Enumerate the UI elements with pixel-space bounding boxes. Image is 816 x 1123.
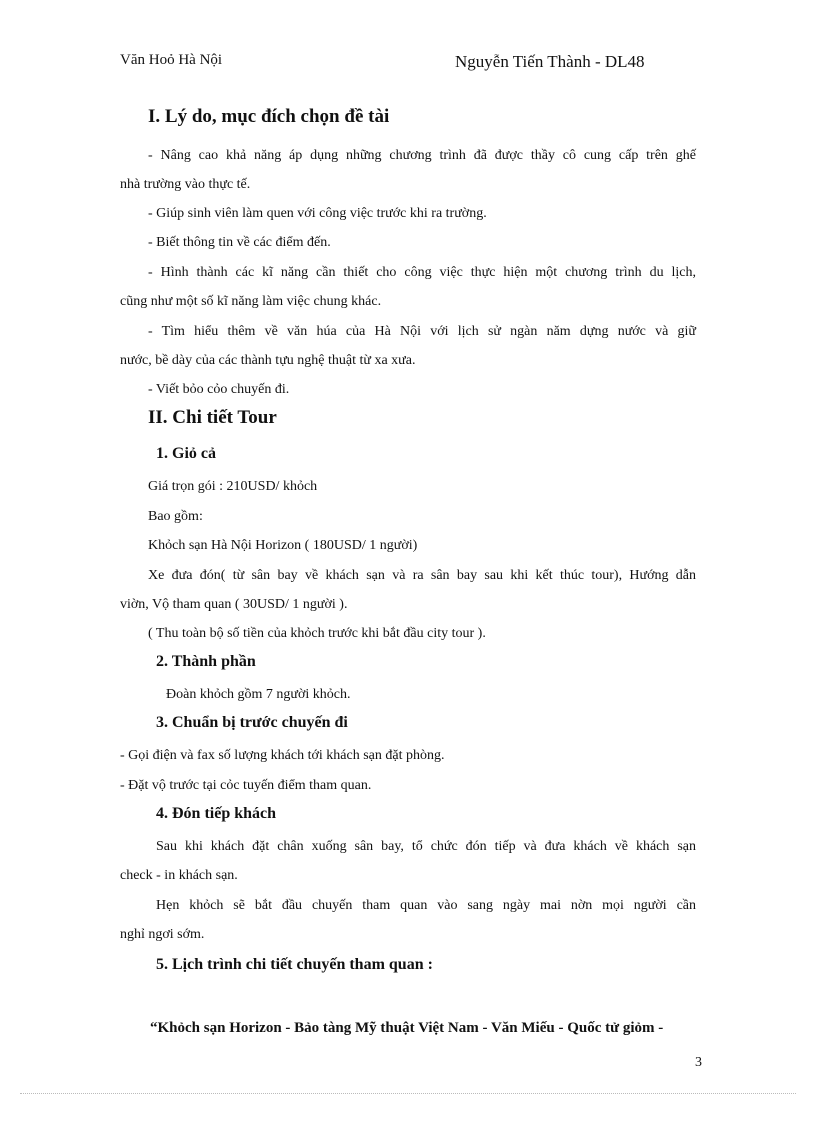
section-1-heading: I. Lý do, mục đích chọn đề tài (148, 106, 390, 127)
header-right-author: Nguyễn Tiến Thành - DL48 (455, 52, 645, 71)
section-2-heading: II. Chi tiết Tour (148, 407, 277, 428)
header-left-title: Văn Hoỏ Hà Nội (120, 52, 223, 68)
paragraph-line: - Hình thành các kĩ năng cần thiết cho công việc thực hiện một chương trình du lịch, (148, 265, 696, 280)
paragraph-line: Khỏch sạn Hà Nội Horizon ( 180USD/ 1 người) (148, 538, 418, 553)
subsection-heading: 4. Đón tiếp khách (156, 805, 277, 822)
page-number: 3 (695, 1055, 702, 1070)
paragraph-line: - Đặt vộ trước tại cỏc tuyến điểm tham quan. (120, 778, 372, 793)
paragraph-line: Sau khi khách đặt chân xuống sân bay, tổ chức đón tiếp và đưa khách về khách sạn (156, 839, 696, 854)
route-quote: “Khỏch sạn Horizon - Bảo tàng Mỹ thuật Việt Nam - Văn Miếu - Quốc tử giỏm - (150, 1020, 664, 1036)
subsection-heading: 3. Chuẩn bị trước chuyến đi (156, 714, 348, 731)
paragraph-line: Hẹn khỏch sẽ bắt đầu chuyến tham quan vào sang ngày mai nờn mọi người cần (156, 898, 696, 913)
paragraph-line: - Gọi điện và fax số lượng khách tới khách sạn đặt phòng. (120, 748, 445, 763)
paragraph-line: nghỉ ngơi sớm. (120, 927, 205, 942)
paragraph-line: check - in khách sạn. (120, 868, 238, 883)
paragraph-line: - Nâng cao khả năng áp dụng những chương trình đã được thầy cô cung cấp trên ghế (148, 148, 696, 163)
paragraph-line: Xe đưa đón( từ sân bay về khách sạn và ra sân bay sau khi kết thúc tour), Hướng dẫn (148, 568, 696, 583)
paragraph-line: nước, bề dày của các thành tựu nghệ thuật từ xa xưa. (120, 353, 416, 368)
paragraph-line: Đoàn khỏch gồm 7 người khỏch. (166, 687, 351, 702)
paragraph-line: - Biết thông tin về các điểm đến. (148, 235, 331, 250)
paragraph-line: nhà trường vào thực tế. (120, 177, 251, 192)
subsection-heading: 1. Giỏ cả (156, 445, 216, 462)
page-footer-divider (20, 1093, 796, 1094)
paragraph-line: Giá trọn gói : 210USD/ khỏch (148, 479, 318, 494)
paragraph-line: ( Thu toàn bộ số tiền của khỏch trước khi bắt đầu city tour ). (148, 626, 486, 641)
paragraph-line: - Giúp sinh viên làm quen với công việc trước khi ra trường. (148, 206, 487, 221)
subsection-heading: 2. Thành phần (156, 653, 256, 670)
paragraph-line: - Tìm hiểu thêm về văn húa của Hà Nội với lịch sử ngàn năm dựng nước và giữ (148, 324, 696, 339)
subsection-heading: 5. Lịch trình chi tiết chuyến tham quan : (156, 956, 433, 973)
paragraph-line: viờn, Vộ tham quan ( 30USD/ 1 người ). (120, 597, 348, 612)
paragraph-line: Bao gồm: (148, 509, 203, 524)
paragraph-line: - Viết bỏo cỏo chuyến đi. (148, 382, 290, 397)
paragraph-line: cũng như một số kĩ năng làm việc chung khác. (120, 294, 382, 309)
